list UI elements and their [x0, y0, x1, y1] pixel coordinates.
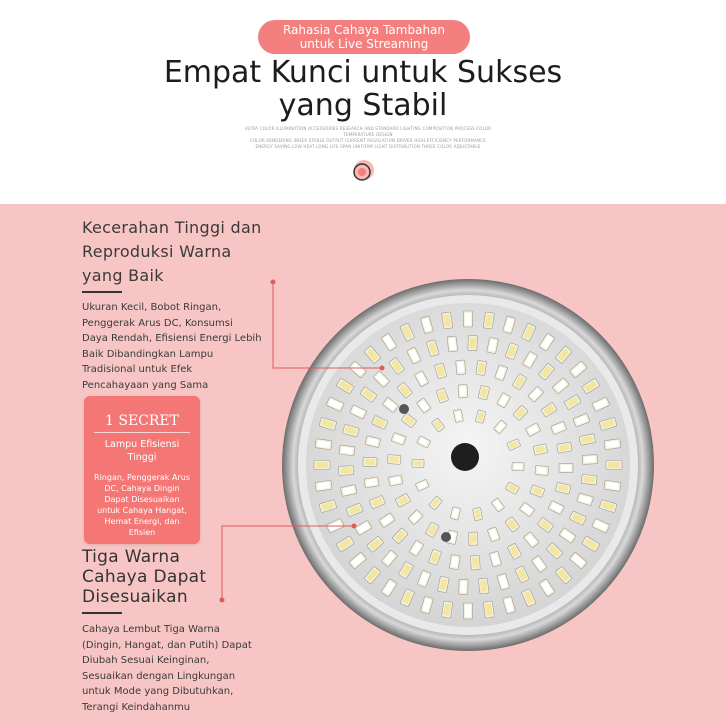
led-chip: [468, 532, 478, 546]
led-chip: [412, 459, 424, 467]
brightness-body-line-5: Tradisional untuk Efek: [82, 364, 193, 375]
led-chip: [447, 336, 458, 352]
led-chip: [315, 439, 332, 450]
brightness-title: [82, 216, 262, 288]
led-chip: [483, 312, 494, 329]
secret-body-line-1: Ringan, Penggerak Arus: [94, 473, 190, 482]
led-chip: [559, 463, 573, 472]
center-hole: [451, 443, 479, 471]
header-section: [0, 0, 726, 204]
title-line-2: yang Stabil: [278, 88, 448, 123]
secret-title: [90, 438, 194, 464]
brightness-body-line-2: Penggerak Arus DC, Konsumsi: [82, 317, 233, 329]
led-chip: [464, 311, 473, 327]
led-chip: [470, 555, 480, 570]
secret-title-line-1: Lampu Efisiensi: [104, 439, 180, 450]
led-chip: [314, 461, 330, 470]
led-chip: [512, 462, 524, 470]
title-line-1: Empat Kunci untuk Sukses: [163, 55, 563, 90]
fine-print-line-3: ENERGY SAVING LOW HEAT LONG LIFE SPAN UNIFORM LIGHT DISTRIBUTION THREE COLOR ADJUSTABLE: [255, 144, 481, 149]
brightness-title-line-2: Reproduksi Warna: [82, 242, 232, 261]
secret-body-line-6: Efisien: [128, 528, 156, 537]
led-chip: [442, 312, 453, 329]
three-color-body-line-5: untuk Mode yang Dibutuhkan,: [82, 686, 234, 697]
secret-body-line-3: Dapat Disesuaikan: [104, 495, 180, 504]
three-color-title-line-2: Cahaya Dapat: [82, 567, 207, 587]
three-color-title-line-3: Disesuaikan: [82, 587, 188, 607]
brightness-body-line-1: Ukuran Kecil, Bobot Ringan,: [82, 302, 222, 313]
brightness-body-line-6: Pencahayaan yang Sama: [82, 379, 209, 391]
page-title: [0, 56, 726, 122]
brightness-body: [82, 300, 272, 393]
brightness-body-line-4: Baik Dibandingkan Lampu: [82, 348, 214, 360]
fine-print: [243, 126, 493, 150]
badge-pill: [258, 20, 470, 54]
secret-body-line-5: Hemat Energi, dan: [104, 517, 180, 526]
three-color-body-line-2: (Dingin, Hangat, dan Putih) Dapat: [82, 639, 252, 651]
led-chip: [315, 480, 332, 491]
brightness-rule: [82, 291, 122, 293]
target-circle-icon: [350, 158, 376, 184]
led-chip: [476, 360, 487, 375]
three-color-rule: [82, 612, 122, 614]
led-chip: [339, 445, 355, 456]
brightness-title-line-3: yang Baik: [82, 266, 164, 285]
secret-divider: [94, 432, 190, 433]
secret-body-line-2: DC, Cahaya Dingin: [104, 484, 180, 493]
led-chip: [582, 455, 597, 465]
fine-print-line-2: COLOR RENDERING INDEX STABLE OUTPUT CURRENT REGULATION DRIVER HIGH EFFICIENCY PERFORMANCE: [249, 138, 487, 143]
secret-body-line-4: untuk Cahaya Hangat,: [97, 506, 187, 515]
fine-print-line-1: ULTRA COLOR ILLUMINATION ACCESSORIES RESEARCH AND STANDARD LIGHTING COMPOSITION PROCESS COLOR TEMPERATURE DESIGN: [244, 126, 492, 137]
three-color-body: [82, 622, 272, 715]
secret-title-line-2: Tinggi: [127, 452, 157, 463]
led-chip: [468, 335, 478, 350]
led-chip: [464, 603, 473, 619]
three-color-title: [82, 547, 206, 607]
three-color-body-line-6: Terangi Keindahanmu: [82, 701, 191, 713]
led-chip: [478, 578, 489, 594]
led-chip: [535, 466, 549, 476]
screw-icon: [399, 404, 409, 414]
badge-line-1: Rahasia Cahaya Tambahan: [282, 23, 446, 37]
badge-line-2: untuk Live Streaming: [299, 37, 429, 51]
secret-body: [90, 472, 194, 538]
brightness-title-line-1: Kecerahan Tinggi dan: [82, 218, 262, 237]
secret-tag: 1 SECRET: [105, 413, 179, 429]
led-chip: [459, 579, 469, 594]
led-chip: [363, 457, 377, 466]
led-chip: [604, 439, 621, 450]
led-panel-image: [280, 277, 656, 653]
three-color-body-line-4: Sesuaikan dengan Lingkungan: [82, 670, 236, 682]
led-chip: [387, 455, 401, 465]
three-color-body-line-3: Diubah Sesuai Keinginan,: [82, 655, 210, 666]
three-color-body-line-1: Cahaya Lembut Tiga Warna: [82, 624, 220, 635]
brightness-body-line-3: Daya Rendah, Efisiensi Energi Lebih: [82, 333, 262, 344]
secret-card: [84, 396, 200, 544]
led-chip: [483, 601, 494, 618]
led-chip: [581, 474, 597, 485]
led-chip: [458, 384, 468, 398]
led-chip: [449, 555, 460, 570]
led-chip: [442, 601, 453, 618]
led-chip: [338, 466, 353, 476]
led-chip: [606, 461, 622, 470]
led-chip: [456, 360, 466, 375]
led-chip: [604, 480, 621, 491]
three-color-title-line-1: Tiga Warna: [82, 547, 181, 567]
screw-icon: [441, 532, 451, 542]
